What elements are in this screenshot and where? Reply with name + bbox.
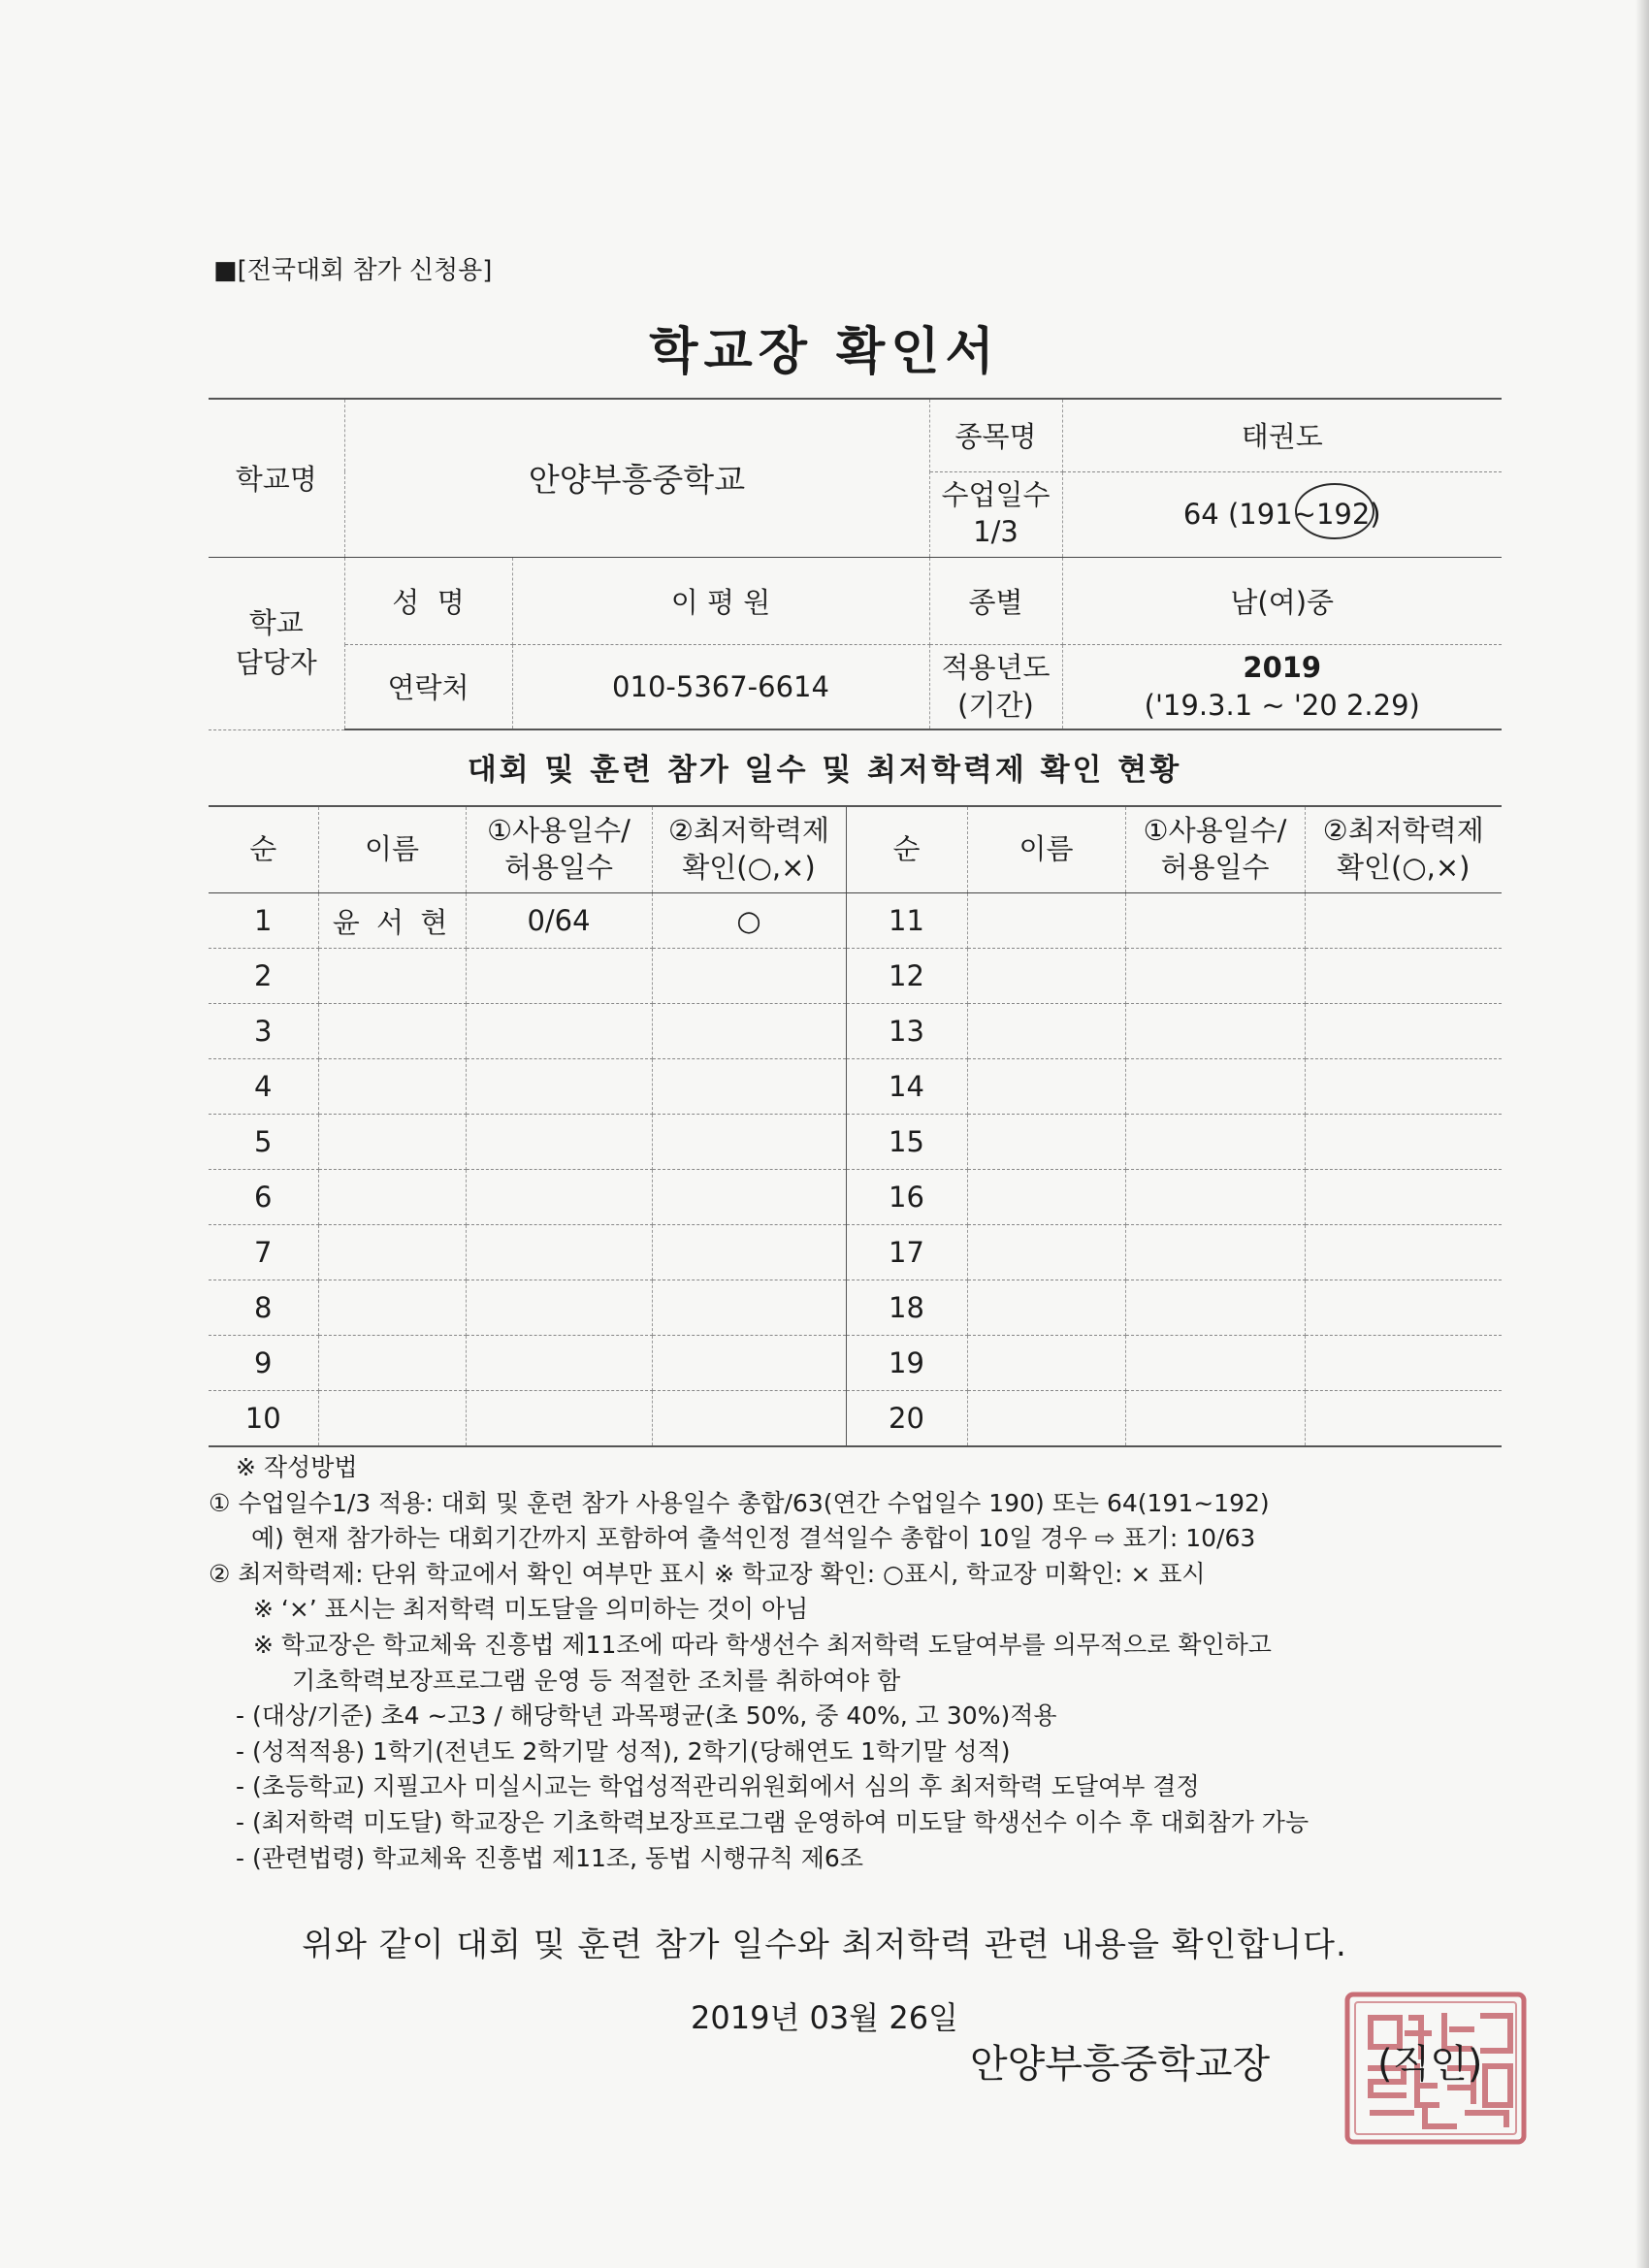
student-name (967, 893, 1125, 949)
min-academic-check (652, 1336, 846, 1391)
apply-year: 2019 (1243, 650, 1322, 684)
class-days-label-line2: 1/3 (973, 515, 1018, 548)
header-days-line2: 허용일수 (503, 851, 614, 884)
table-row (209, 949, 1502, 1004)
header-check (652, 806, 846, 893)
student-name (967, 1170, 1125, 1225)
used-days (466, 1391, 652, 1447)
note-item: 예) 현재 참가하는 대회기간까지 포함하여 출석인정 결석일수 총합이 10일 경우 ⇨ 표기: 10/63 (251, 1524, 1256, 1553)
row-number: 15 (846, 1115, 967, 1170)
header-name-right: 이름 (967, 806, 1125, 893)
row-number: 4 (209, 1059, 318, 1115)
used-days (466, 1336, 652, 1391)
min-academic-check (652, 949, 846, 1004)
note-item: ※ ‘×’ 표시는 최저학력 미도달을 의미하는 것이 아님 (253, 1595, 809, 1624)
apply-year-value (1062, 644, 1502, 729)
student-name (318, 1059, 466, 1115)
header-name: 이름 (318, 806, 466, 893)
student-name (318, 1280, 466, 1336)
row-number: 12 (846, 949, 967, 1004)
student-name (967, 1115, 1125, 1170)
apply-year-label (929, 644, 1062, 729)
note-item: 기초학력보장프로그램 운영 등 적절한 조치를 취하여야 함 (292, 1666, 901, 1695)
student-name (318, 1336, 466, 1391)
used-days (1125, 1225, 1305, 1280)
header-check-right (1305, 806, 1502, 893)
header-check-line2: 확인(○,×) (682, 851, 816, 884)
row-number: 17 (846, 1225, 967, 1280)
school-manager-label (209, 557, 344, 729)
header-days (466, 806, 652, 893)
used-days (1125, 1391, 1305, 1447)
writing-instructions (209, 1450, 1508, 1876)
participation-roster-table (209, 805, 1502, 1447)
student-name (318, 1225, 466, 1280)
used-days (1125, 893, 1305, 949)
note-item: ※ 학교장은 학교체육 진흥법 제11조에 따라 학생선수 최저학력 도달여부를 의무적으로 확인하고 (253, 1630, 1272, 1659)
gender-label: 종별 (929, 557, 1062, 644)
table-row (209, 893, 1502, 949)
student-name (318, 1115, 466, 1170)
student-name (967, 1336, 1125, 1391)
row-number: 1 (209, 893, 318, 949)
school-name-label: 학교명 (209, 399, 344, 557)
table-row (209, 1059, 1502, 1115)
used-days (466, 1170, 652, 1225)
header-no-right: 순 (846, 806, 967, 893)
header-check-line1: ②최저학력제 (667, 814, 830, 848)
row-number: 10 (209, 1391, 318, 1447)
document-title: 학교장 확인서 (649, 323, 1000, 381)
student-name (967, 1225, 1125, 1280)
used-days (466, 1059, 652, 1115)
header-days-right-line2: 허용일수 (1160, 851, 1270, 884)
contact-label: 연락처 (344, 644, 512, 729)
apply-year-label-line2: (기간) (957, 688, 1034, 722)
seal-label: (직인) (1377, 2042, 1483, 2087)
row-number: 3 (209, 1004, 318, 1059)
student-name (318, 1170, 466, 1225)
hand-drawn-circle-mark (1293, 481, 1376, 541)
note-item: - (초등학교) 지필고사 미실시교는 학업성적관리위원회에서 심의 후 최저학력 도달여부 결정 (236, 1772, 1200, 1801)
row-number: 5 (209, 1115, 318, 1170)
table-row (209, 1004, 1502, 1059)
min-academic-check (1305, 949, 1502, 1004)
min-academic-check (652, 1004, 846, 1059)
event-value: 태권도 (1062, 399, 1502, 471)
row-number: 18 (846, 1280, 967, 1336)
note-item: - (대상/기준) 초4 ~고3 / 해당학년 과목평균(초 50%, 중 40%, 고 30%)적용 (236, 1701, 1057, 1731)
min-academic-check (1305, 1059, 1502, 1115)
min-academic-check (652, 1391, 846, 1447)
note-item: - (최저학력 미도달) 학교장은 기초학력보장프로그램 운영하여 미도달 학생선수 이수 후 대회참가 가능 (236, 1807, 1310, 1836)
used-days (1125, 1280, 1305, 1336)
min-academic-check (1305, 1004, 1502, 1059)
min-academic-check (1305, 1280, 1502, 1336)
min-academic-check (1305, 1336, 1502, 1391)
header-check-right-line2: 확인(○,×) (1337, 851, 1471, 884)
table-row (209, 1115, 1502, 1170)
form-type-tag: ■[전국대회 참가 신청용] (213, 256, 493, 285)
table-row (209, 1170, 1502, 1225)
row-number: 19 (846, 1336, 967, 1391)
school-name-value: 안양부흥중학교 (344, 399, 929, 557)
used-days (1125, 949, 1305, 1004)
manager-name-value: 이 평 원 (512, 557, 929, 644)
row-number: 20 (846, 1391, 967, 1447)
used-days: 0/64 (466, 893, 652, 949)
student-name (318, 949, 466, 1004)
apply-period: ('19.3.1 ~ '20 2.29) (1144, 688, 1420, 722)
manager-name-label: 성 명 (344, 557, 512, 644)
student-name (318, 1391, 466, 1447)
min-academic-check (1305, 1170, 1502, 1225)
used-days (466, 1280, 652, 1336)
row-number: 8 (209, 1280, 318, 1336)
student-name (967, 949, 1125, 1004)
min-academic-check (652, 1170, 846, 1225)
note-item: ② 최저학력제: 단위 학교에서 확인 여부만 표시 ※ 학교장 확인: ○표시, 학교장 미확인: × 표시 (209, 1559, 1206, 1588)
school-manager-label-line1: 학교 (248, 606, 304, 640)
student-name (967, 1280, 1125, 1336)
student-name: 윤 서 현 (318, 893, 466, 949)
min-academic-check (1305, 1391, 1502, 1447)
header-days-right-line1: ①사용일수/ (1143, 814, 1287, 848)
class-days-value: 64 (191~192) (1182, 498, 1381, 531)
student-name (967, 1004, 1125, 1059)
header-no: 순 (209, 806, 318, 893)
min-academic-check (1305, 1115, 1502, 1170)
gender-value: 남(여)중 (1062, 557, 1502, 644)
row-number: 2 (209, 949, 318, 1004)
row-number: 14 (846, 1059, 967, 1115)
roster-header-row (209, 806, 1502, 893)
row-number: 11 (846, 893, 967, 949)
class-days-label-line1: 수업일수 (941, 478, 1051, 512)
class-days-value-cell (1062, 471, 1502, 557)
signer-block (970, 2021, 1513, 2108)
issue-date: 2019년 03월 26일 (691, 1999, 958, 2036)
min-academic-check (652, 1280, 846, 1336)
note-item: - (성적적용) 1학기(전년도 2학기말 성적), 2학기(당해연도 1학기말 성적) (236, 1736, 1011, 1766)
header-check-right-line1: ②최저학력제 (1322, 814, 1484, 848)
used-days (466, 1225, 652, 1280)
note-title: ※ 작성방법 (236, 1453, 358, 1481)
used-days (466, 1115, 652, 1170)
header-days-right (1125, 806, 1305, 893)
school-info-table (209, 398, 1502, 730)
used-days (1125, 1336, 1305, 1391)
used-days (1125, 1004, 1305, 1059)
min-academic-check: ○ (652, 893, 846, 949)
used-days (1125, 1059, 1305, 1115)
student-name (318, 1004, 466, 1059)
row-number: 7 (209, 1225, 318, 1280)
used-days (466, 1004, 652, 1059)
table-row (209, 1280, 1502, 1336)
min-academic-check (652, 1059, 846, 1115)
apply-year-label-line1: 적용년도 (941, 650, 1051, 684)
row-number: 9 (209, 1336, 318, 1391)
student-name (967, 1059, 1125, 1115)
row-number: 13 (846, 1004, 967, 1059)
min-academic-check (652, 1115, 846, 1170)
used-days (1125, 1115, 1305, 1170)
used-days (1125, 1170, 1305, 1225)
confirmation-statement: 위와 같이 대회 및 훈련 참가 일수와 최저학력 관련 내용을 확인합니다. (302, 1926, 1347, 1964)
note-item: - (관련법령) 학교체육 진흥법 제11조, 동법 시행규칙 제6조 (236, 1843, 863, 1872)
note-item: ① 수업일수1/3 적용: 대회 및 훈련 참가 사용일수 총합/63(연간 수업일수 190) 또는 64(191~192) (209, 1488, 1270, 1517)
roster-heading: 대회 및 훈련 참가 일수 및 최저학력제 확인 현황 (467, 753, 1182, 788)
school-manager-label-line2: 담당자 (235, 646, 317, 679)
event-label: 종목명 (929, 399, 1062, 471)
used-days (466, 949, 652, 1004)
row-number: 6 (209, 1170, 318, 1225)
row-number: 16 (846, 1170, 967, 1225)
table-row (209, 1391, 1502, 1447)
min-academic-check (652, 1225, 846, 1280)
class-days-label (929, 471, 1062, 557)
student-name (967, 1391, 1125, 1447)
min-academic-check (1305, 1225, 1502, 1280)
min-academic-check (1305, 893, 1502, 949)
header-days-line1: ①사용일수/ (487, 814, 630, 848)
principal-title: 안양부흥중학교장 (970, 2042, 1271, 2087)
contact-value: 010-5367-6614 (512, 644, 929, 729)
table-row (209, 1336, 1502, 1391)
table-row (209, 1225, 1502, 1280)
